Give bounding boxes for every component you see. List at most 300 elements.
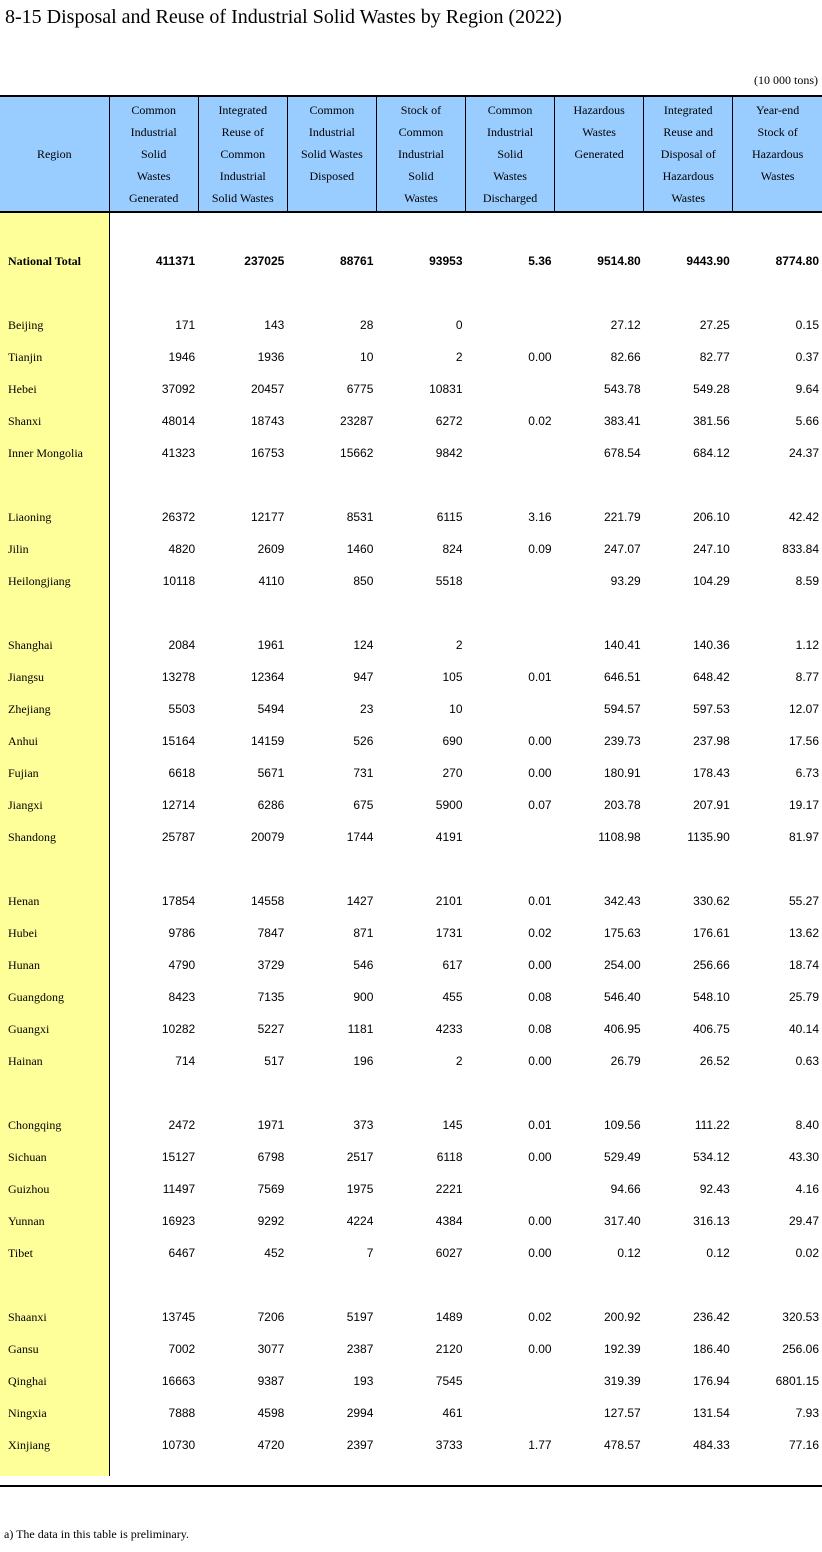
value-cell: 11497 [162, 1182, 196, 1196]
region-cell: Fujian [0, 757, 109, 789]
value-cell: 1.12 [795, 638, 819, 652]
value-cell: 270 [442, 766, 463, 780]
header-line: Industrial [130, 125, 177, 139]
region-cell: Liaoning [0, 501, 109, 533]
region-cell: Tibet [0, 1237, 109, 1269]
value-cell: 4191 [435, 830, 463, 844]
value-cell: 6115 [436, 510, 463, 524]
value-cell: 124 [353, 638, 374, 652]
table-row [0, 1365, 822, 1397]
region-cell: Shanxi [0, 405, 109, 437]
table-row [0, 949, 822, 981]
spacer-row [0, 1461, 822, 1476]
spacer-row [0, 853, 822, 885]
value-cell: 319.39 [603, 1374, 641, 1388]
value-cell: 27.12 [610, 318, 641, 332]
value-cell: 140.36 [693, 638, 730, 652]
value-cell: 0.02 [528, 1310, 552, 1324]
value-cell: 0.00 [528, 350, 552, 364]
value-cell: 478.57 [603, 1438, 641, 1452]
value-cell: 206.10 [693, 510, 730, 524]
value-cell: 12177 [250, 510, 285, 524]
value-cell: 549.28 [693, 382, 730, 396]
region-cell: Henan [0, 885, 109, 917]
value-cell: 1961 [257, 638, 285, 652]
region-cell: National Total [0, 245, 109, 277]
value-cell: 4598 [257, 1406, 285, 1420]
header-line: Integrated [663, 103, 713, 117]
value-cell: 5671 [257, 766, 285, 780]
value-cell: 178.43 [693, 766, 730, 780]
value-cell: 1946 [168, 350, 196, 364]
value-cell: 4384 [435, 1214, 463, 1228]
region-cell: Heilongjiang [0, 565, 109, 597]
header-line: Wastes [404, 191, 438, 205]
value-cell: 452 [264, 1246, 285, 1260]
header-line: Solid [408, 169, 434, 183]
header-line: Common [487, 103, 533, 117]
value-cell: 617 [442, 958, 463, 972]
value-cell: 1460 [346, 542, 374, 556]
spacer-row [0, 212, 822, 245]
value-cell: 7847 [257, 926, 285, 940]
header-row [0, 96, 822, 212]
value-cell: 6801.15 [775, 1374, 819, 1388]
value-cell: 2387 [346, 1342, 374, 1356]
value-cell: 41323 [161, 446, 196, 460]
value-cell: 17.56 [788, 734, 819, 748]
value-cell: 4233 [435, 1022, 463, 1036]
spacer-row [0, 597, 822, 629]
value-cell: 16663 [161, 1374, 196, 1388]
value-cell: 9443.90 [686, 254, 730, 268]
value-cell: 180.91 [603, 766, 641, 780]
value-cell: 18743 [250, 414, 285, 428]
value-cell: 40.14 [788, 1022, 819, 1036]
header-line: Reuse of [221, 125, 264, 139]
value-cell [466, 565, 555, 597]
data-table [0, 95, 822, 1476]
value-cell: 850 [353, 574, 374, 588]
header-line: Wastes [671, 191, 706, 205]
table-row [0, 437, 822, 469]
region-cell: Zhejiang [0, 693, 109, 725]
value-cell: 381.56 [693, 414, 730, 428]
value-cell: 0.08 [528, 990, 552, 1004]
value-cell: 0.08 [528, 1022, 552, 1036]
value-cell [466, 1397, 555, 1429]
table-row [0, 405, 822, 437]
value-cell: 646.51 [603, 670, 641, 684]
region-cell: Shandong [0, 821, 109, 853]
value-cell: 9387 [257, 1374, 285, 1388]
value-cell: 16753 [250, 446, 285, 460]
value-cell: 193 [353, 1374, 374, 1388]
region-cell: Guangxi [0, 1013, 109, 1045]
column-header [733, 96, 822, 212]
value-cell: 0.07 [528, 798, 552, 812]
value-cell: 1108.98 [598, 830, 641, 844]
value-cell: 342.43 [603, 894, 641, 908]
value-cell: 1744 [346, 830, 374, 844]
value-cell [466, 821, 555, 853]
value-cell: 93.29 [610, 574, 641, 588]
region-cell: Chongqing [0, 1109, 109, 1141]
value-cell: 0.00 [528, 1246, 552, 1260]
spacer-row [0, 1269, 822, 1301]
value-cell: 0.00 [528, 734, 552, 748]
value-cell: 9292 [257, 1214, 285, 1228]
table-row [0, 373, 822, 405]
value-cell: 13745 [161, 1310, 196, 1324]
value-cell: 10118 [162, 574, 196, 588]
value-cell: 4224 [346, 1214, 374, 1228]
value-cell: 5494 [257, 702, 285, 716]
value-cell: 648.42 [693, 670, 730, 684]
value-cell: 731 [353, 766, 374, 780]
header-line: Common [398, 125, 444, 139]
table-row-total [0, 245, 822, 277]
value-cell: 140.41 [603, 638, 641, 652]
value-cell: 7206 [257, 1310, 285, 1324]
value-cell: 9.64 [795, 382, 819, 396]
column-header [109, 96, 198, 212]
table-row [0, 981, 822, 1013]
value-cell: 2994 [346, 1406, 374, 1420]
value-cell: 833.84 [782, 542, 819, 556]
value-cell: 14558 [250, 894, 285, 908]
value-cell: 373 [353, 1118, 374, 1132]
column-header [287, 96, 376, 212]
value-cell: 6.73 [795, 766, 819, 780]
value-cell: 236.42 [693, 1310, 730, 1324]
value-cell: 543.78 [603, 382, 641, 396]
table-row [0, 1397, 822, 1429]
value-cell: 4790 [168, 958, 196, 972]
value-cell: 5900 [435, 798, 463, 812]
value-cell: 10730 [161, 1438, 196, 1452]
header-line: Integrated [218, 103, 268, 117]
value-cell [466, 309, 555, 341]
value-cell: 383.41 [603, 414, 641, 428]
table-header [0, 96, 822, 212]
value-cell: 10831 [429, 382, 463, 396]
header-line: Generated [129, 191, 179, 205]
value-cell: 0.12 [706, 1246, 730, 1260]
value-cell: 7545 [435, 1374, 463, 1388]
value-cell: 548.10 [693, 990, 730, 1004]
value-cell: 0.00 [528, 1150, 552, 1164]
header-line: Solid Wastes [300, 147, 363, 161]
value-cell: 9842 [435, 446, 463, 460]
value-cell: 3733 [435, 1438, 463, 1452]
value-cell: 871 [353, 926, 374, 940]
table-row [0, 533, 822, 565]
header-region [0, 96, 109, 212]
region-cell: Hebei [0, 373, 109, 405]
value-cell: 200.92 [603, 1310, 641, 1324]
table-row [0, 1109, 822, 1141]
value-cell: 4820 [168, 542, 196, 556]
value-cell: 254.00 [603, 958, 641, 972]
table-body [0, 212, 822, 1476]
value-cell: 12364 [250, 670, 285, 684]
value-cell: 16923 [161, 1214, 196, 1228]
value-cell: 8774.80 [775, 254, 819, 268]
value-cell: 237.98 [693, 734, 730, 748]
value-cell: 4.16 [795, 1182, 819, 1196]
value-cell [466, 373, 555, 405]
value-cell: 186.40 [693, 1342, 730, 1356]
value-cell: 4720 [257, 1438, 285, 1452]
region-cell: Anhui [0, 725, 109, 757]
value-cell: 0.01 [528, 1118, 552, 1132]
value-cell: 684.12 [693, 446, 730, 460]
value-cell: 82.77 [699, 350, 730, 364]
value-cell: 455 [442, 990, 463, 1004]
region-cell: Jiangxi [0, 789, 109, 821]
value-cell: 947 [353, 670, 374, 684]
value-cell: 8423 [168, 990, 196, 1004]
region-cell: Beijing [0, 309, 109, 341]
header-line: Wastes [136, 169, 171, 183]
table-row [0, 1141, 822, 1173]
table-row [0, 1205, 822, 1237]
table-row [0, 1013, 822, 1045]
value-cell: 12714 [161, 798, 196, 812]
table-row [0, 1045, 822, 1077]
value-cell: 5503 [168, 702, 196, 716]
value-cell: 26.79 [610, 1054, 641, 1068]
value-cell: 597.53 [693, 702, 730, 716]
region-cell: Xinjiang [0, 1429, 109, 1461]
value-cell: 1.77 [528, 1438, 552, 1452]
value-cell: 29.47 [788, 1214, 819, 1228]
value-cell: 406.95 [603, 1022, 641, 1036]
value-cell: 0.01 [528, 670, 552, 684]
value-cell: 0.02 [795, 1246, 819, 1260]
value-cell: 37092 [161, 382, 196, 396]
value-cell: 2221 [435, 1182, 463, 1196]
value-cell [466, 693, 555, 725]
footnote: a) The data in this table is preliminary. [4, 1527, 189, 1541]
value-cell: 2084 [168, 638, 196, 652]
value-cell: 2120 [435, 1342, 463, 1356]
header-line: Common [131, 103, 176, 117]
value-cell: 824 [442, 542, 463, 556]
value-cell: 20457 [250, 382, 285, 396]
table-row [0, 1301, 822, 1333]
value-cell: 0.00 [528, 1214, 552, 1228]
value-cell: 81.97 [788, 830, 819, 844]
value-cell: 0.02 [528, 926, 552, 940]
table-row [0, 1333, 822, 1365]
value-cell: 127.57 [603, 1406, 641, 1420]
value-cell: 176.61 [693, 926, 730, 940]
value-cell: 690 [442, 734, 463, 748]
header-line: Solid [141, 147, 167, 161]
value-cell: 111.22 [694, 1118, 730, 1132]
value-cell: 2609 [257, 542, 285, 556]
header-line: Hazardous [573, 103, 625, 117]
value-cell: 25.79 [788, 990, 819, 1004]
value-cell: 48014 [161, 414, 196, 428]
value-cell: 2 [455, 1054, 463, 1068]
column-header [644, 96, 733, 212]
value-cell: 26.52 [699, 1054, 730, 1068]
value-cell: 196 [353, 1054, 374, 1068]
header-line: Hazardous [662, 169, 714, 183]
value-cell: 15164 [161, 734, 196, 748]
value-cell: 517 [264, 1054, 285, 1068]
value-cell: 1936 [257, 350, 285, 364]
value-cell: 5197 [346, 1310, 374, 1324]
value-cell: 2517 [346, 1150, 374, 1164]
region-cell: Tianjin [0, 341, 109, 373]
value-cell: 6798 [257, 1150, 285, 1164]
value-cell: 3.16 [528, 510, 552, 524]
value-cell: 8.77 [795, 670, 819, 684]
value-cell: 28 [360, 318, 374, 332]
value-cell: 0.63 [795, 1054, 819, 1068]
value-cell: 330.62 [693, 894, 730, 908]
value-cell: 6286 [257, 798, 285, 812]
value-cell: 461 [442, 1406, 463, 1420]
value-cell: 3077 [257, 1342, 285, 1356]
header-line: Solid [497, 147, 523, 161]
value-cell: 675 [353, 798, 374, 812]
value-cell: 27.25 [699, 318, 730, 332]
region-cell: Guangdong [0, 981, 109, 1013]
value-cell: 14159 [250, 734, 285, 748]
value-cell: 26372 [161, 510, 196, 524]
value-cell: 192.39 [603, 1342, 641, 1356]
table-row [0, 1173, 822, 1205]
spacer-row [0, 1077, 822, 1109]
region-cell: Inner Mongolia [0, 437, 109, 469]
value-cell: 714 [175, 1054, 196, 1068]
header-line: Industrial [397, 147, 444, 161]
value-cell: 43.30 [788, 1150, 819, 1164]
value-cell: 23287 [340, 414, 374, 428]
value-cell: 317.40 [603, 1214, 641, 1228]
region-cell: Ningxia [0, 1397, 109, 1429]
value-cell: 2 [455, 350, 463, 364]
table-row [0, 629, 822, 661]
value-cell: 8.59 [795, 574, 819, 588]
value-cell: 2101 [435, 894, 463, 908]
region-cell: Jiangsu [0, 661, 109, 693]
value-cell: 6467 [168, 1246, 196, 1260]
value-cell: 105 [442, 670, 463, 684]
value-cell [466, 1365, 555, 1397]
value-cell: 4110 [258, 574, 285, 588]
value-cell: 0.00 [528, 1342, 552, 1356]
value-cell: 0.00 [528, 958, 552, 972]
header-line: Reuse and [663, 125, 714, 139]
header-line: Hazardous [751, 147, 804, 161]
value-cell: 10282 [161, 1022, 196, 1036]
value-cell [466, 629, 555, 661]
value-cell: 42.42 [788, 510, 819, 524]
value-cell: 5518 [435, 574, 463, 588]
value-cell: 7002 [168, 1342, 196, 1356]
value-cell: 109.56 [603, 1118, 641, 1132]
value-cell: 237025 [244, 254, 285, 268]
header-line: Disposal of [660, 147, 716, 161]
value-cell: 247.07 [603, 542, 641, 556]
header-line: Wastes [493, 169, 527, 183]
value-cell: 131.54 [693, 1406, 730, 1420]
table-row [0, 725, 822, 757]
value-cell: 9786 [168, 926, 196, 940]
table-bottom-rule [0, 1485, 822, 1487]
value-cell: 94.66 [610, 1182, 641, 1196]
region-cell: Jilin [0, 533, 109, 565]
header-line: Solid Wastes [211, 191, 274, 205]
value-cell: 1427 [346, 894, 374, 908]
header-line: Industrial [308, 125, 355, 139]
value-cell: 406.75 [693, 1022, 730, 1036]
value-cell: 0.12 [617, 1246, 641, 1260]
value-cell: 15662 [340, 446, 374, 460]
spacer-row [0, 469, 822, 501]
value-cell: 93953 [429, 254, 463, 268]
value-cell: 18.74 [788, 958, 819, 972]
value-cell: 6118 [436, 1150, 463, 1164]
header-line: Common [220, 147, 266, 161]
value-cell: 239.73 [603, 734, 641, 748]
value-cell [466, 1173, 555, 1205]
table-row [0, 661, 822, 693]
column-header [466, 96, 555, 212]
table-row [0, 501, 822, 533]
header-line: Disposed [309, 169, 355, 183]
value-cell: 203.78 [603, 798, 641, 812]
region-cell: Gansu [0, 1333, 109, 1365]
value-cell: 3729 [257, 958, 285, 972]
value-cell: 678.54 [603, 446, 641, 460]
value-cell: 221.79 [603, 510, 641, 524]
page-title: 8-15 Disposal and Reuse of Industrial Solid Wastes by Region (2022) [5, 6, 562, 28]
value-cell: 5.36 [528, 254, 552, 268]
value-cell: 1971 [257, 1118, 285, 1132]
table-row [0, 885, 822, 917]
value-cell: 7888 [168, 1406, 196, 1420]
value-cell: 0.00 [528, 1054, 552, 1068]
value-cell: 176.94 [693, 1374, 730, 1388]
value-cell: 546.40 [603, 990, 641, 1004]
value-cell: 19.17 [788, 798, 819, 812]
value-cell: 247.10 [693, 542, 730, 556]
value-cell: 145 [442, 1118, 463, 1132]
header-line: Industrial [487, 125, 534, 139]
value-cell: 7569 [257, 1182, 285, 1196]
value-cell: 5227 [257, 1022, 285, 1036]
value-cell: 104.29 [693, 574, 730, 588]
value-cell: 1975 [346, 1182, 374, 1196]
value-cell: 0.15 [795, 318, 819, 332]
value-cell: 594.57 [603, 702, 641, 716]
value-cell: 12.07 [788, 702, 819, 716]
column-header [376, 96, 465, 212]
header-line: Discharged [482, 191, 538, 205]
value-cell: 20079 [250, 830, 285, 844]
header-line: Wastes [582, 125, 616, 139]
value-cell: 0.09 [528, 542, 552, 556]
value-cell: 316.13 [693, 1214, 730, 1228]
table-row [0, 565, 822, 597]
